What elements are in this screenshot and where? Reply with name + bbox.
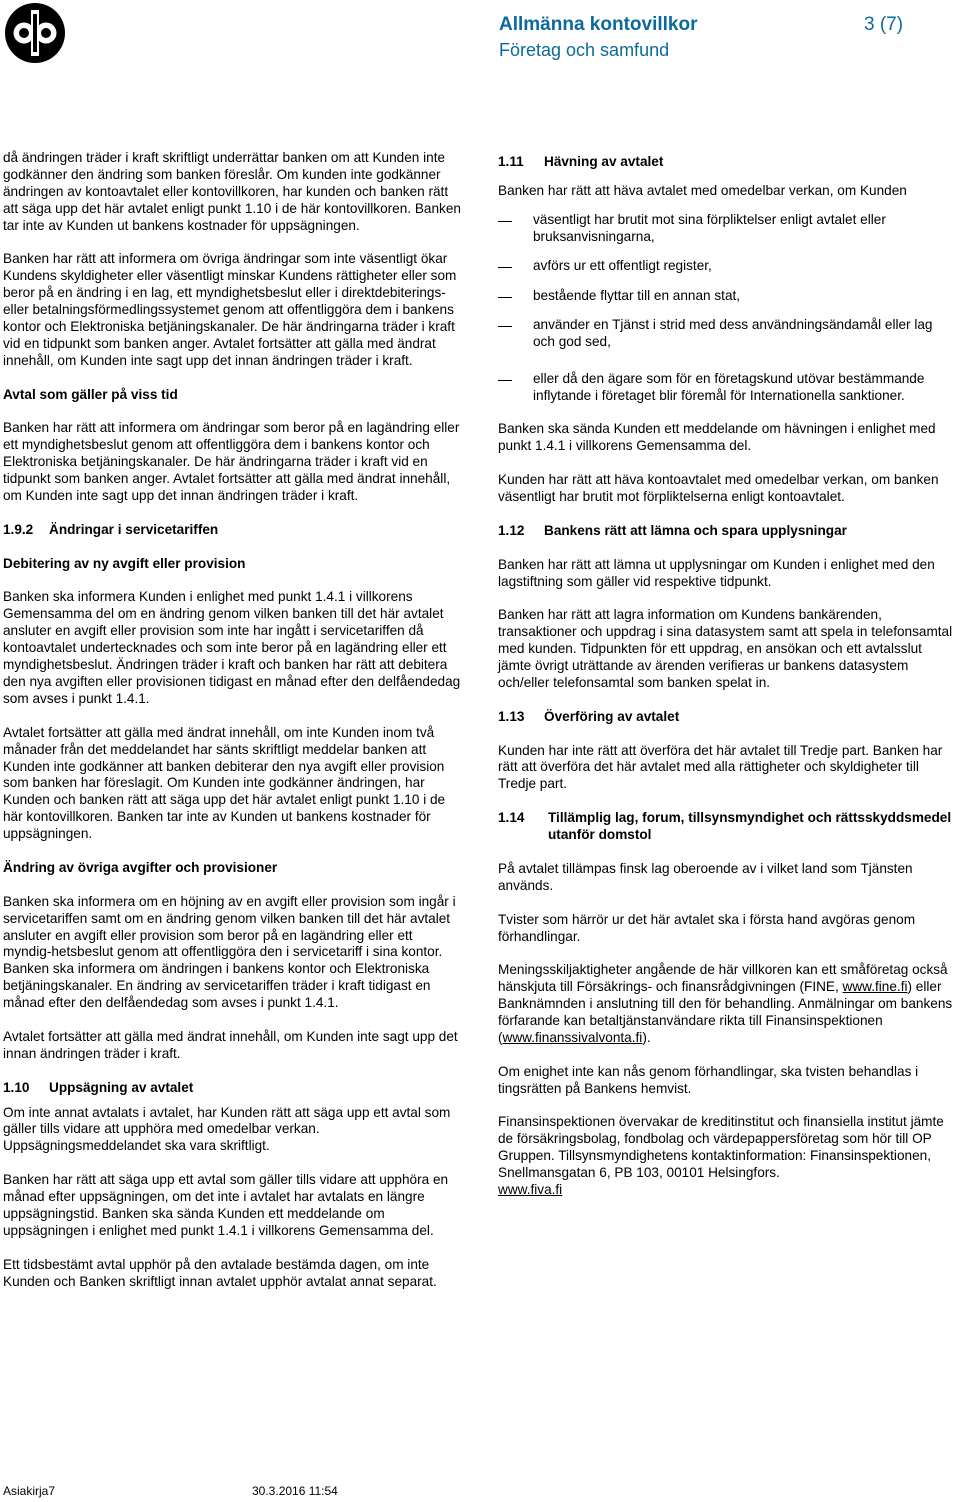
paragraph: Avtalet fortsätter att gälla med ändrat innehåll, om Kunden inte sagt upp det innan ändringen träder i kraft.: [3, 1028, 458, 1061]
section-title: Tillämplig lag, forum, tillsynsmyndighet och rättsskyddsmedel utanför domstol: [548, 810, 952, 843]
section-title: Bankens rätt att lämna och spara upplysningar: [544, 522, 847, 538]
paragraph: [498, 962, 958, 1047]
section-heading-1-10: [3, 1080, 461, 1097]
section-heading-1-12: [498, 523, 958, 540]
paragraph: Banken har rätt att säga upp ett avtal som gäller tills vidare att upphöra en månad efter uppsägningen, om det inte i avtalet har avtalats en längre uppsägningstid. Banken ska sända Kunden ett meddelande om uppsägningen i enlighet med punkt 1.4.1 i villkorens Gemensamma del.: [3, 1172, 449, 1238]
fiva-link[interactable]: www.fiva.fi: [498, 1182, 563, 1198]
paragraph: Banken har rätt att informera om ändringar som beror på en lagändring eller ett myndighetsbeslut genom att offentliggöra dem i bankens kontor och Elektroniska betjäningskanaler. De här ändringarna träder i kraft vid en tidpunkt som banken anger. Avtalet fortsätter att gälla med ändrat innehåll, om Kunden inte sagt upp det innan ändringen träder i kraft.: [3, 420, 460, 504]
paragraph: Ett tidsbestämt avtal upphör på den avtalade bestämda dagen, om inte Kunden och Banken skriftligt innan avtalet upphör avtalat annat separat.: [3, 1256, 437, 1289]
footer-date: 30.3.2016 11:54: [252, 1484, 338, 1498]
section-number: 1.14: [498, 810, 525, 826]
list-item: avförs ur ett offentligt register,: [498, 258, 958, 275]
section-title: Uppsägning av avtalet: [49, 1079, 194, 1095]
section-heading: Debitering av ny avgift eller provision: [3, 555, 246, 571]
section-title: Ändringar i servicetariffen: [49, 521, 219, 537]
termination-grounds-list: [498, 212, 958, 405]
section-number: 1.13: [498, 708, 525, 724]
right-column: [498, 154, 958, 1216]
paragraph: [498, 1114, 958, 1182]
section-heading-1-13: [498, 709, 958, 726]
paragraph: Banken har rätt att lämna ut upplysningar om Kunden i enlighet med den lagstiftning som gäller vid respektive tidpunkt.: [498, 556, 935, 589]
paragraph: Banken har rätt att lagra information om Kundens bankärenden, transaktioner och uppdrag i sina datasystem samt att spela in telefonsamtal med kunden. Tidpunkten för ett uppdrag, en ansökan och ett avtalsslut jämte övrigt uträttande av ärenden verifieras ur bankens datasystem och/eller telefonsamtal som banken spelat in.: [498, 607, 953, 690]
section-heading-1-11: [498, 154, 958, 171]
left-column: [3, 150, 461, 1307]
document-title: Allmänna kontovillkor: [499, 14, 698, 35]
list-item: bestående flyttar till en annan stat,: [498, 288, 958, 305]
paragraph: då ändringen träder i kraft skriftligt underrättar banken om att Kunden inte godkänner den ändring som banken föreslår. Om kunden inte godkänner ändringen av kontoavtalet eller kontovillkoren, har kunden och banken rätt att säga upp det här avtalet enligt punkt 1.10 i de här kontovillkoren. Banken tar inte av Kunden ut bankens kostnader för uppsägningen.: [3, 150, 461, 233]
document-subtitle: Företag och samfund: [499, 40, 670, 60]
paragraph: Tvister som härrör ur det här avtalet ska i första hand avgöras genom förhandlingar.: [498, 911, 916, 944]
list-item: väsentligt har brutit mot sina förpliktelser enligt avtalet eller bruksanvisningarna,: [498, 212, 958, 246]
paragraph-text: Finansinspektionen övervakar de kreditinstitut och finansiella institut jämte de försäkringsbolag, fondbolag och värdepappersföretag som hör till OP Gruppen. Tillsynsmyndighetens kontaktinformation: Finansinspektionen, Snellmansgatan 6, PB 103, 00101 Helsingfors.: [498, 1114, 944, 1181]
paragraph: Kunden har inte rätt att överföra det här avtalet till Tredje part. Banken har rätt att överföra det här avtalet med alla rättigheter och skyldigheter till Tredje part.: [498, 742, 943, 792]
list-item: använder en Tjänst i strid med dess användningsändamål eller lag och god sed,: [498, 317, 958, 351]
paragraph: Banken har rätt att informera om övriga ändringar som inte väsentligt ökar Kundens skyldigheter eller väsentligt minskar Kundens rättigheter eller som beror på en ändring i en lag, ett myndighetsbeslut eller i direktdebiterings- eller betalningsförmedlingssystemet genom att offentliggöra dem i bankens kontor och Elektroniska betjäningskanaler. De här ändringarna träder i kraft vid en tidpunkt som banken anger. Avtalet fortsätter att gälla med ändrat innehåll, om Kunden inte sagt upp det innan ändringen träder i kraft.: [3, 251, 457, 368]
section-number: 1.11: [498, 154, 524, 169]
paragraph: [498, 1182, 958, 1199]
paragraph: Banken ska sända Kunden ett meddelande om hävningen i enlighet med punkt 1.4.1 i villkorens Gemensamma del.: [498, 421, 936, 454]
section-title: Hävning av avtalet: [544, 154, 664, 169]
section-number: 1.10: [3, 1079, 30, 1095]
section-number: 1.9.2: [3, 521, 34, 537]
finanssivalvonta-link[interactable]: www.finanssivalvonta.fi: [502, 1029, 643, 1045]
paragraph: Om inte annat avtalats i avtalet, har Kunden rätt att säga upp ett avtal som gäller tills vidare att upphöra med omedelbar verkan. Uppsägningsmeddelandet ska vara skriftligt.: [3, 1104, 451, 1154]
page-number: 3 (7): [864, 14, 904, 35]
paragraph-text: ).: [642, 1029, 651, 1045]
paragraph: Om enighet inte kan nås genom förhandlingar, ska tvisten behandlas i tingsrätten på Bankens hemvist.: [498, 1063, 919, 1096]
op-logo-icon: [4, 2, 66, 64]
list-item: eller då den ägare som för en företagskund utövar bestämmande inflytande i företaget blir föremål för Internationella sanktioner.: [498, 371, 958, 405]
paragraph: Avtalet fortsätter att gälla med ändrat innehåll, om inte Kunden inom två månader från det meddelandet har sänts skriftligt meddelar banken att Kunden inte godkänner att banken debiterar den nya avgift eller provision som banken har föreslagit. Om Kunden inte godkänner ändringen, har Kunden och banken rätt att säga upp det här avtalet enligt punkt 1.10 i de här kontovillkoren. Banken tar inte av Kunden ut bankens kostnader för uppsägningen.: [3, 724, 446, 842]
fine-link[interactable]: www.fine.fi: [842, 979, 908, 995]
paragraph: Banken har rätt att häva avtalet med omedelbar verkan, om Kunden: [498, 182, 907, 198]
section-number: 1.12: [498, 522, 525, 538]
section-heading-1-14: [498, 810, 958, 844]
section-heading: Avtal som gäller på viss tid: [3, 386, 178, 402]
paragraph: Banken ska informera Kunden i enlighet med punkt 1.4.1 i villkorens Gemensamma del om en ändring genom vilken banken till det här avtalet ansluter en avgift eller provision som inte har ingått i servicetariffen då kontoavtalet undertecknades och som inte beror på en lagändring eller ett myndighetsbeslut. Ändringen träder i kraft och banken har rätt att debitera den nya avgiften eller provisionen tidigast en månad efter den delfåendedag som avses i punkt 1.4.1.: [3, 589, 461, 706]
footer-document-name: Asiakirja7: [3, 1484, 56, 1498]
section-heading-1-9-2: [3, 522, 461, 539]
section-heading: Ändring av övriga avgifter och provisioner: [3, 859, 278, 875]
paragraph-text: ) eller Banknämnden i anslutning till den för behandling. Anmälningar om bankens förfarande kan betaltjänstanvändare rikta till Finansinspektionen (: [498, 979, 953, 1045]
paragraph-text: Meningsskiljaktigheter angående de här villkoren kan ett småföretag också hänskjuta till Försäkrings- och finansrådgivningen (FINE,: [498, 962, 948, 995]
paragraph: Kunden har rätt att häva kontoavtalet med omedelbar verkan, om banken väsentligt har brutit mot förpliktelserna enligt kontoavtalet.: [498, 472, 939, 505]
paragraph: På avtalet tillämpas finsk lag oberoende av i vilket land som Tjänsten används.: [498, 860, 913, 893]
section-title: Överföring av avtalet: [544, 708, 680, 724]
paragraph: Banken ska informera om en höjning av en avgift eller provision som ingår i servicetariffen samt om en ändring genom vilken banken till det här avtalet ansluter en avgift eller provision som beror på en lagändring eller ett myndig-hetsbeslut genom att offentliggöra den i servicetariff i sina kontor. Banken ska informera om ändringen i bankens kontor och Elektroniska betjäningskanaler. En ändring av servicetariffen träder i kraft tidigast en månad efter den delfåendedag som avses i punkt 1.4.1.: [3, 893, 456, 1011]
